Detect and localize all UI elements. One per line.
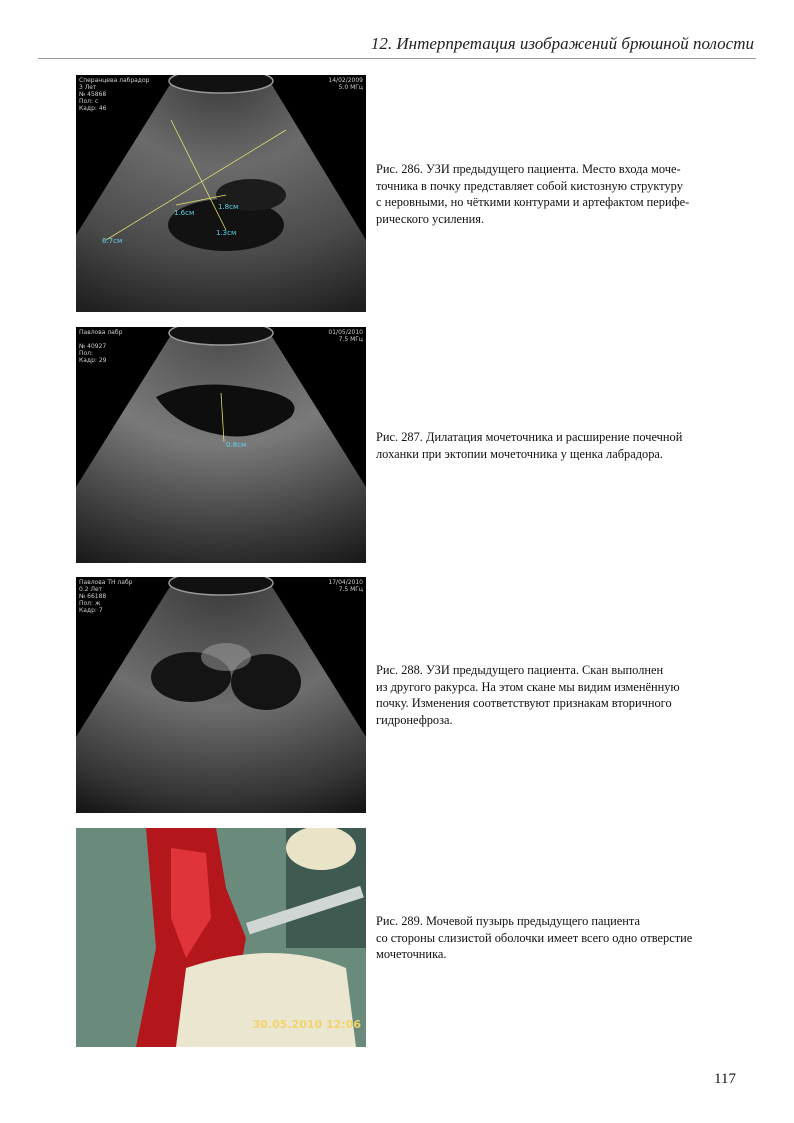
overlay-name: Павлова ТН лабр bbox=[79, 579, 133, 586]
overlay-age: 3 Лет bbox=[79, 84, 97, 91]
caption-line: со стороны слизистой оболочки имеет всего одно отверстие bbox=[376, 930, 693, 945]
caption-line: Рис. 286. УЗИ предыдущего пациента. Место входа моче- bbox=[376, 162, 681, 176]
measurement-label: 6.7см bbox=[102, 237, 123, 245]
overlay-frame: Кадр: 46 bbox=[79, 105, 107, 112]
caption-line: Рис. 288. УЗИ предыдущего пациента. Скан выполнен bbox=[376, 663, 664, 677]
measurement-label: 1.6см bbox=[174, 209, 195, 217]
overlay-frame: Кадр: 7 bbox=[79, 607, 103, 614]
caption-line: мочеточника. bbox=[376, 947, 447, 961]
overlay-age: 0.2 Лет bbox=[79, 586, 103, 593]
overlay-frequency: 5.0 МГц bbox=[338, 84, 363, 91]
caption-289 bbox=[376, 913, 726, 963]
figure-287-ultrasound bbox=[76, 327, 366, 563]
overlay-sex: Пол: с bbox=[79, 98, 99, 105]
caption-line: рического усиления. bbox=[376, 211, 485, 226]
figure-288-ultrasound bbox=[76, 577, 366, 813]
overlay-date: 17/04/2010 bbox=[328, 579, 363, 586]
header-rule bbox=[38, 58, 756, 59]
caption-line: из другого ракурса. На этом скане мы видим изменённую bbox=[376, 679, 680, 694]
caption-line: гидронефроза. bbox=[376, 712, 453, 727]
overlay-frequency: 7.5 МГц bbox=[338, 586, 363, 593]
caption-line: с неровными, но чёткими контурами и артефактом перифе- bbox=[376, 195, 690, 209]
figure-289-photo bbox=[76, 828, 366, 1047]
overlay-name: Сперанцева лабрадор bbox=[79, 77, 150, 84]
caption-288 bbox=[376, 662, 726, 728]
overlay-sex: Пол: bbox=[79, 350, 94, 357]
caption-line: лоханки при эктопии мочеточника у щенка лабрадора. bbox=[376, 446, 664, 461]
caption-line: точника в почку представляет собой кистозную структуру bbox=[376, 178, 683, 193]
page-number: 117 bbox=[714, 1071, 736, 1087]
overlay-sex: Пол: ж bbox=[79, 600, 101, 607]
caption-286 bbox=[376, 161, 726, 227]
caption-line: Рис. 287. Дилатация мочеточника и расширение почечной bbox=[376, 430, 683, 444]
measurement-label: 0.8см bbox=[226, 441, 247, 449]
overlay-number: № 40927 bbox=[79, 343, 107, 350]
overlay-date: 01/05/2010 bbox=[328, 329, 363, 336]
measurement-label: 1.3см bbox=[216, 229, 237, 237]
overlay-number: № 66188 bbox=[79, 593, 107, 600]
overlay-name: Павлова лабр bbox=[79, 329, 123, 336]
caption-line: Рис. 289. Мочевой пузырь предыдущего пациента bbox=[376, 914, 640, 928]
date-stamp: 30.05.2010 12:06 bbox=[252, 1018, 361, 1031]
caption-287 bbox=[376, 429, 726, 462]
measurement-label: 1.8см bbox=[218, 203, 239, 211]
overlay-frequency: 7.5 МГц bbox=[338, 336, 363, 343]
overlay-frame: Кадр: 29 bbox=[79, 357, 107, 364]
overlay-number: № 45868 bbox=[79, 91, 107, 98]
overlay-date: 14/02/2009 bbox=[328, 77, 363, 84]
caption-line: почку. Изменения соответствуют признакам вторичного bbox=[376, 696, 672, 710]
figure-286-ultrasound bbox=[76, 75, 366, 312]
running-head: 12. Интерпретация изображений брюшной полости bbox=[370, 34, 754, 53]
